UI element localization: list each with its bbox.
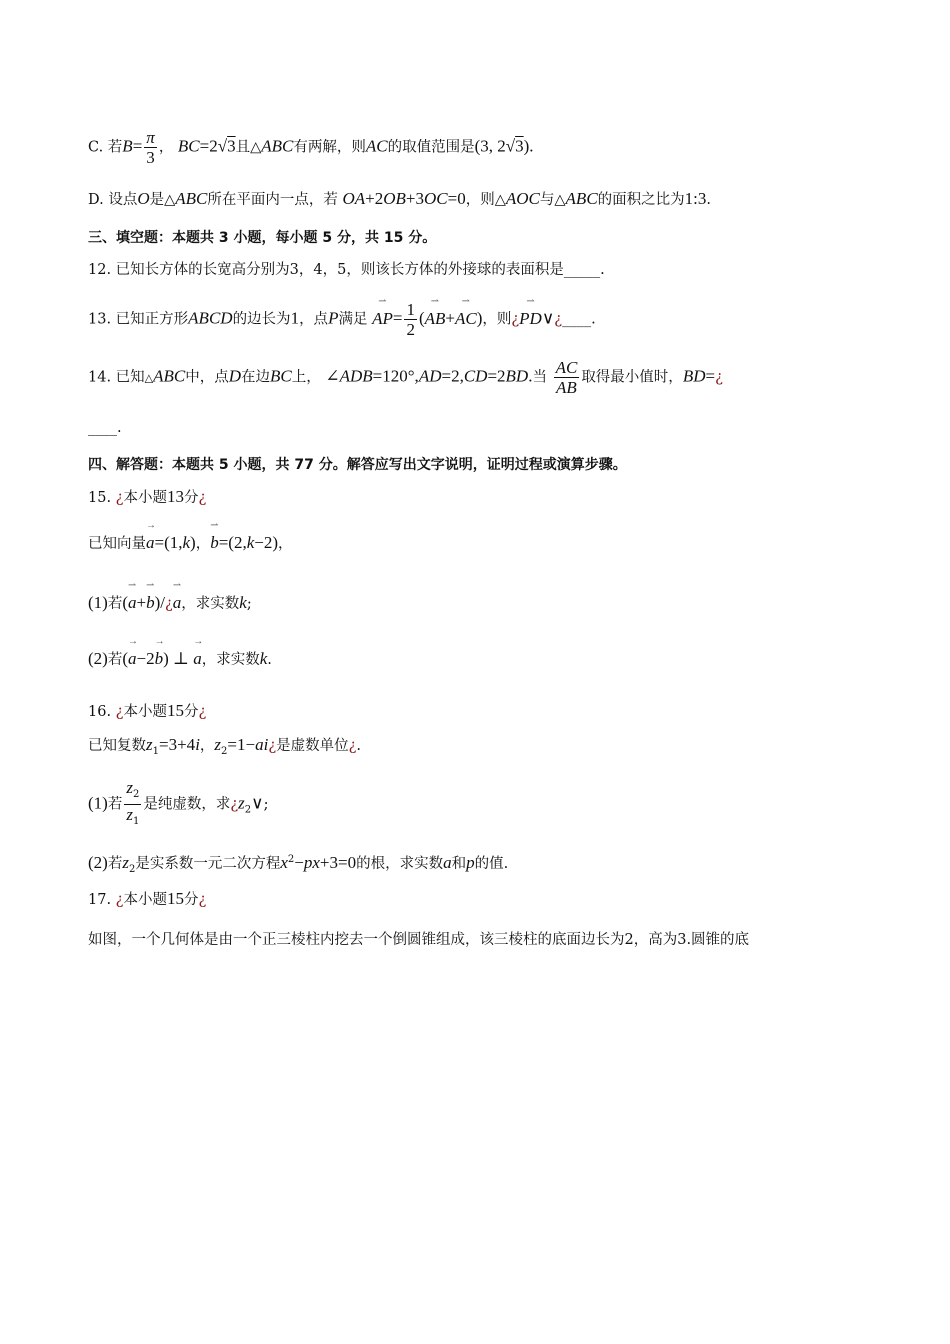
option-d: D. 设点O是△ABC所在平面内一点，若 OA+2OB+3OC=0，则△AOC与△ABC的面积之比为1:3. (88, 189, 711, 208)
question-14: 14. 已知△ABC中，点D在边BC上， ∠ADB=120°,AD=2,CD=2BD.当 $\frac{AC}{AB}$ 取得最小值时，BD=¿ (88, 358, 723, 397)
question-15-part-1: (1)若( ⇀ a+ ⇀ b)/¿ ⇀ a，求实数k; (88, 580, 252, 612)
question-16-header: 16. ¿本小题15分¿ (88, 701, 207, 720)
question-16-part-2: (2)若$z_2$是实系数一元二次方程$x^2-px+3=0$的根，求实数a和p的值. (88, 853, 509, 875)
question-17-header: 17. ¿本小题15分¿ (88, 889, 207, 908)
option-c: C. 若B= $\frac{\pi}{3}$ ， BC=2√3且△ABC有两解，则AC的取值范围是(3, 2√3). (88, 128, 534, 167)
question-14-continuation: ____. (88, 420, 122, 436)
question-15-part-2: (2)若( → a−2 → b) ⊥ → a，求实数k. (88, 636, 272, 668)
question-17-body: 如图，一个几何体是由一个正三棱柱内挖去一个倒圆锥组成，该三棱柱的底面边长为2，高为3.圆锥的底 (88, 932, 750, 948)
question-16-part-1: (1)若 $\frac{z_2}{z_1}$ 是纯虚数，求¿$z_2\vee$; (88, 778, 269, 827)
section-4-heading: 四、解答题：本题共 5 小题，共 77 分。解答应写出文字说明，证明过程或演算步骤。 (88, 457, 627, 473)
question-16-given: 已知复数$z_1=3+4i$，$z_2=1-ai¿$是虚数单位¿. (88, 735, 362, 757)
question-15-given: 已知向量 → a=(1,k)， ⇀ b=(2,k−2)， (88, 520, 293, 552)
question-15-header: 15. ¿本小题13分¿ (88, 487, 207, 506)
section-3-heading: 三、填空题：本题共 3 小题，每小题 5 分，共 15 分。 (88, 230, 437, 246)
question-12: 12. 已知长方体的长宽高分别为3，4，5，则该长方体的外接球的表面积是_____. (88, 262, 605, 278)
question-13: 13. 已知正方形ABCD的边长为1，点P满足 ⇀ AP= $\frac{1}{2}$ ( ⇀ AB+ ⇀ AC)，则¿ ⇀ PD∨¿____. (88, 295, 596, 339)
